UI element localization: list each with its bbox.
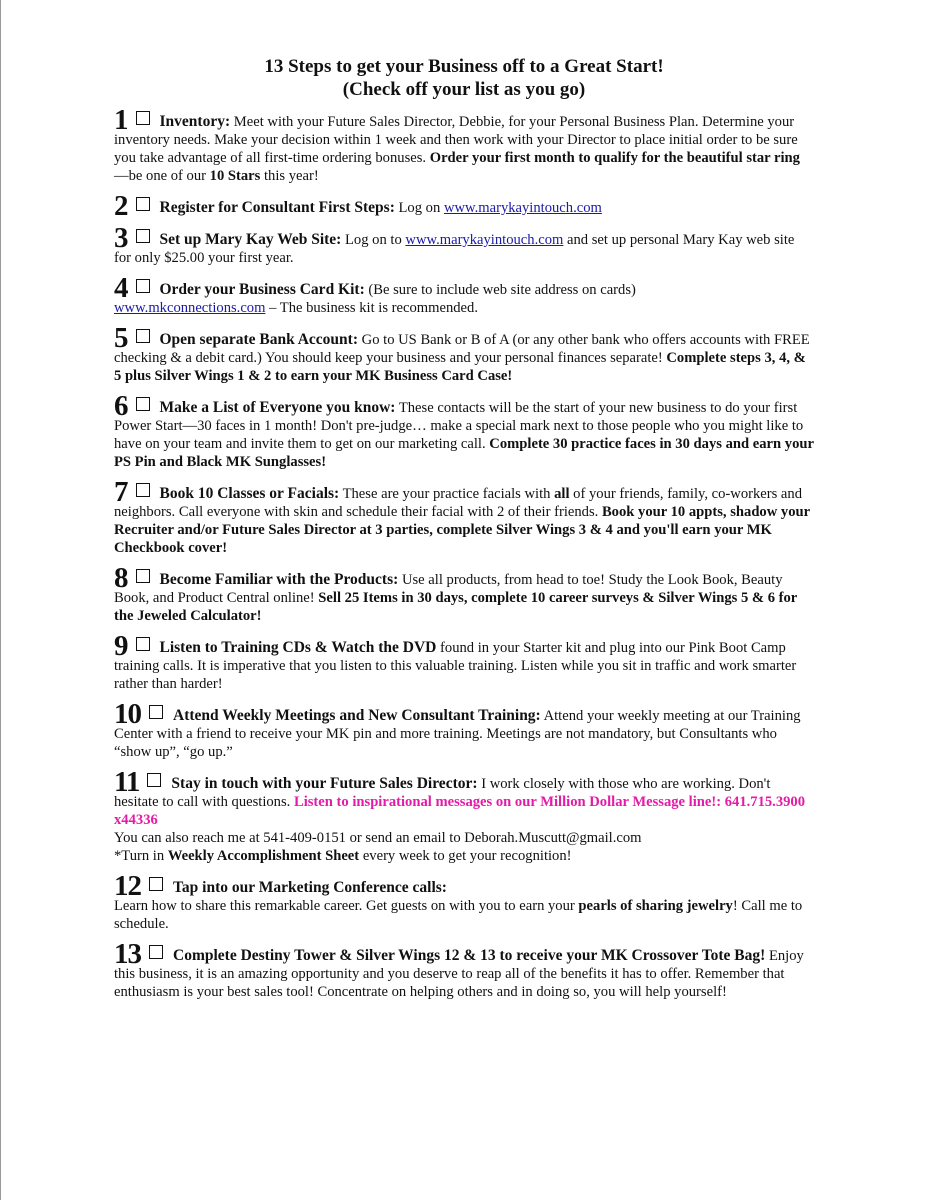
step-number: 3 <box>114 222 128 254</box>
mkconnections-link[interactable]: www.mkconnections.com <box>114 300 266 316</box>
step-6 <box>114 390 814 471</box>
step-text: found in your Starter kit and plug into our Pink Boot Camp training calls. It is imperative that you listen to this valuable training. Listen while you sit in traffic and work smarter rather than harder! <box>114 640 797 692</box>
step-heading: Order your Business Card Kit: <box>159 281 365 298</box>
step-text: Learn how to share this remarkable career. Get guests on with you to earn your <box>114 898 575 914</box>
document-content <box>114 55 814 1013</box>
step-number: 10 <box>114 698 141 730</box>
step-text: Meet with your Future Sales Director, Debbie, for your Personal Business Plan. Determine your inventory needs. Make your decision within 1 week and then work with your Director to place initial order to be sure you take advantage of all first-time ordering bonuses. <box>114 114 798 166</box>
step-1 <box>114 104 814 185</box>
accomplishment-line <box>114 847 814 865</box>
step-3 <box>114 222 814 267</box>
step-bold-text: Complete steps 3, 4, & 5 plus Silver Wings 1 & 2 to earn your MK Business Card Case! <box>114 350 806 384</box>
checkbox[interactable] <box>149 877 163 891</box>
step-bold-text: pearls of sharing jewelry <box>578 898 733 914</box>
step-subline <box>114 897 814 933</box>
steps-list <box>114 104 814 1001</box>
step-number: 7 <box>114 476 128 508</box>
step-subline <box>114 299 814 317</box>
step-text: (Be sure to include web site address on cards) <box>368 282 636 298</box>
step-12 <box>114 870 814 933</box>
contact-line: You can also reach me at 541-409-0151 or send an email to Deborah.Muscutt@gmail.com <box>114 830 642 846</box>
step-text: Use all products, from head to toe! Study the Look Book, Beauty Book, and Product Central online! <box>114 572 783 606</box>
step-heading: Complete Destiny Tower & Silver Wings 12 & 13 to receive your MK Crossover Tote Bag! <box>173 947 766 964</box>
step-8 <box>114 562 814 625</box>
step-bold-text: Complete 30 practice faces in 30 days and earn your PS Pin and Black MK Sunglasses! <box>114 436 814 470</box>
checkbox[interactable] <box>136 111 150 125</box>
step-heading: Book 10 Classes or Facials: <box>159 485 340 502</box>
step-bold-text: Book your 10 appts, shadow your Recruiter and/or Future Sales Director at 3 parties, complete Silver Wings 3 & 4 and you'll earn your MK Checkbook cover! <box>114 504 810 556</box>
step-text: Log on <box>398 200 441 216</box>
step-text: and set up personal Mary Kay web site for only $25.00 your first year. <box>114 232 795 266</box>
step-bold-text: Order your first month to qualify for the beautiful star ring <box>429 150 800 166</box>
step-13 <box>114 938 814 1001</box>
message-line-highlight: Listen to inspirational messages on our Million Dollar Message line!: 641.715.3900 x44336 <box>114 794 806 828</box>
step-number: 4 <box>114 272 128 304</box>
step-bold-text: 10 Stars <box>209 168 261 184</box>
step-heading: Register for Consultant First Steps: <box>159 199 395 216</box>
step-4 <box>114 272 814 317</box>
step-7 <box>114 476 814 557</box>
step-heading: Tap into our Marketing Conference calls: <box>173 879 447 896</box>
step-text: every week to get your recognition! <box>362 848 572 864</box>
marykayintouch-link[interactable]: www.marykayintouch.com <box>443 200 602 216</box>
step-number: 5 <box>114 322 128 354</box>
step-text: I work closely with those who are working. Don't hesitate to call with questions. <box>114 776 771 810</box>
step-number: 13 <box>114 938 141 970</box>
step-11 <box>114 766 814 865</box>
checkbox[interactable] <box>136 197 150 211</box>
step-number: 9 <box>114 630 128 662</box>
page-title <box>114 55 814 101</box>
step-number: 2 <box>114 190 128 222</box>
checkbox[interactable] <box>136 637 150 651</box>
step-number: 8 <box>114 562 128 594</box>
step-text: These contacts will be the start of your new business to do your first Power Start—30 faces in 1 month! Don't pre-judge… make a special mark next to those people who you might like to have on your team and invite them to get on our marketing call. <box>114 400 804 452</box>
checkbox[interactable] <box>136 397 150 411</box>
marykayintouch-link[interactable]: www.marykayintouch.com <box>405 232 564 248</box>
step-text: ! Call me to schedule. <box>114 898 803 932</box>
step-text: Attend your weekly meeting at our Training Center with a friend to receive your MK pin and more training. Meetings are not mandatory, but Consultants who “show up”, “go up.” <box>114 708 801 760</box>
step-text: this year! <box>264 168 319 184</box>
step-number: 6 <box>114 390 128 422</box>
checkbox[interactable] <box>147 773 161 787</box>
step-text: of your friends, family, co-workers and neighbors. Call everyone with skin and schedule their facial with 2 of their friends. <box>114 486 803 520</box>
title-line-2: (Check off your list as you go) <box>342 79 586 100</box>
step-heading: Become Familiar with the Products: <box>159 571 399 588</box>
step-2 <box>114 190 814 222</box>
title-line-1: 13 Steps to get your Business off to a Great Start! <box>264 56 664 77</box>
checkbox[interactable] <box>136 483 150 497</box>
step-heading: Stay in touch with your Future Sales Director: <box>171 775 478 792</box>
checkbox[interactable] <box>136 329 150 343</box>
step-number: 11 <box>114 766 140 798</box>
step-text: These are your practice facials with <box>342 486 551 502</box>
step-text: Enjoy this business, it is an amazing opportunity and you deserve to reap all of the benefits it has to offer. Remember that enthusiasm is your best sales tool! Concentrate on helping others and in doing so, you will help yourself! <box>114 948 804 1000</box>
step-text: —be one of our <box>114 168 206 184</box>
step-number: 1 <box>114 104 128 136</box>
step-number: 12 <box>114 870 141 902</box>
step-bold-text: Sell 25 Items in 30 days, complete 10 career surveys & Silver Wings 5 & 6 for the Jeweled Calculator! <box>114 590 798 624</box>
checkbox[interactable] <box>136 569 150 583</box>
checkbox[interactable] <box>149 945 163 959</box>
step-heading: Listen to Training CDs & Watch the DVD <box>159 639 437 656</box>
checkbox[interactable] <box>136 229 150 243</box>
step-heading: Open separate Bank Account: <box>159 331 358 348</box>
step-9 <box>114 630 814 693</box>
step-10 <box>114 698 814 761</box>
step-text: – The business kit is recommended. <box>269 300 478 316</box>
step-heading: Make a List of Everyone you know: <box>159 399 396 416</box>
step-5 <box>114 322 814 385</box>
step-bold-text: all <box>554 486 570 502</box>
step-bold-text: Weekly Accomplishment Sheet <box>167 848 360 864</box>
step-heading: Attend Weekly Meetings and New Consultant Training: <box>173 707 541 724</box>
step-text: Log on to <box>345 232 402 248</box>
checkbox[interactable] <box>149 705 163 719</box>
step-text: *Turn in <box>114 848 165 864</box>
checkbox[interactable] <box>136 279 150 293</box>
step-heading: Inventory: <box>159 113 231 130</box>
step-heading: Set up Mary Kay Web Site: <box>159 231 342 248</box>
step-text: Go to US Bank or B of A (or any other bank who offers accounts with FREE checking & a debit card.) You should keep your business and your personal finances separate! <box>114 332 810 366</box>
